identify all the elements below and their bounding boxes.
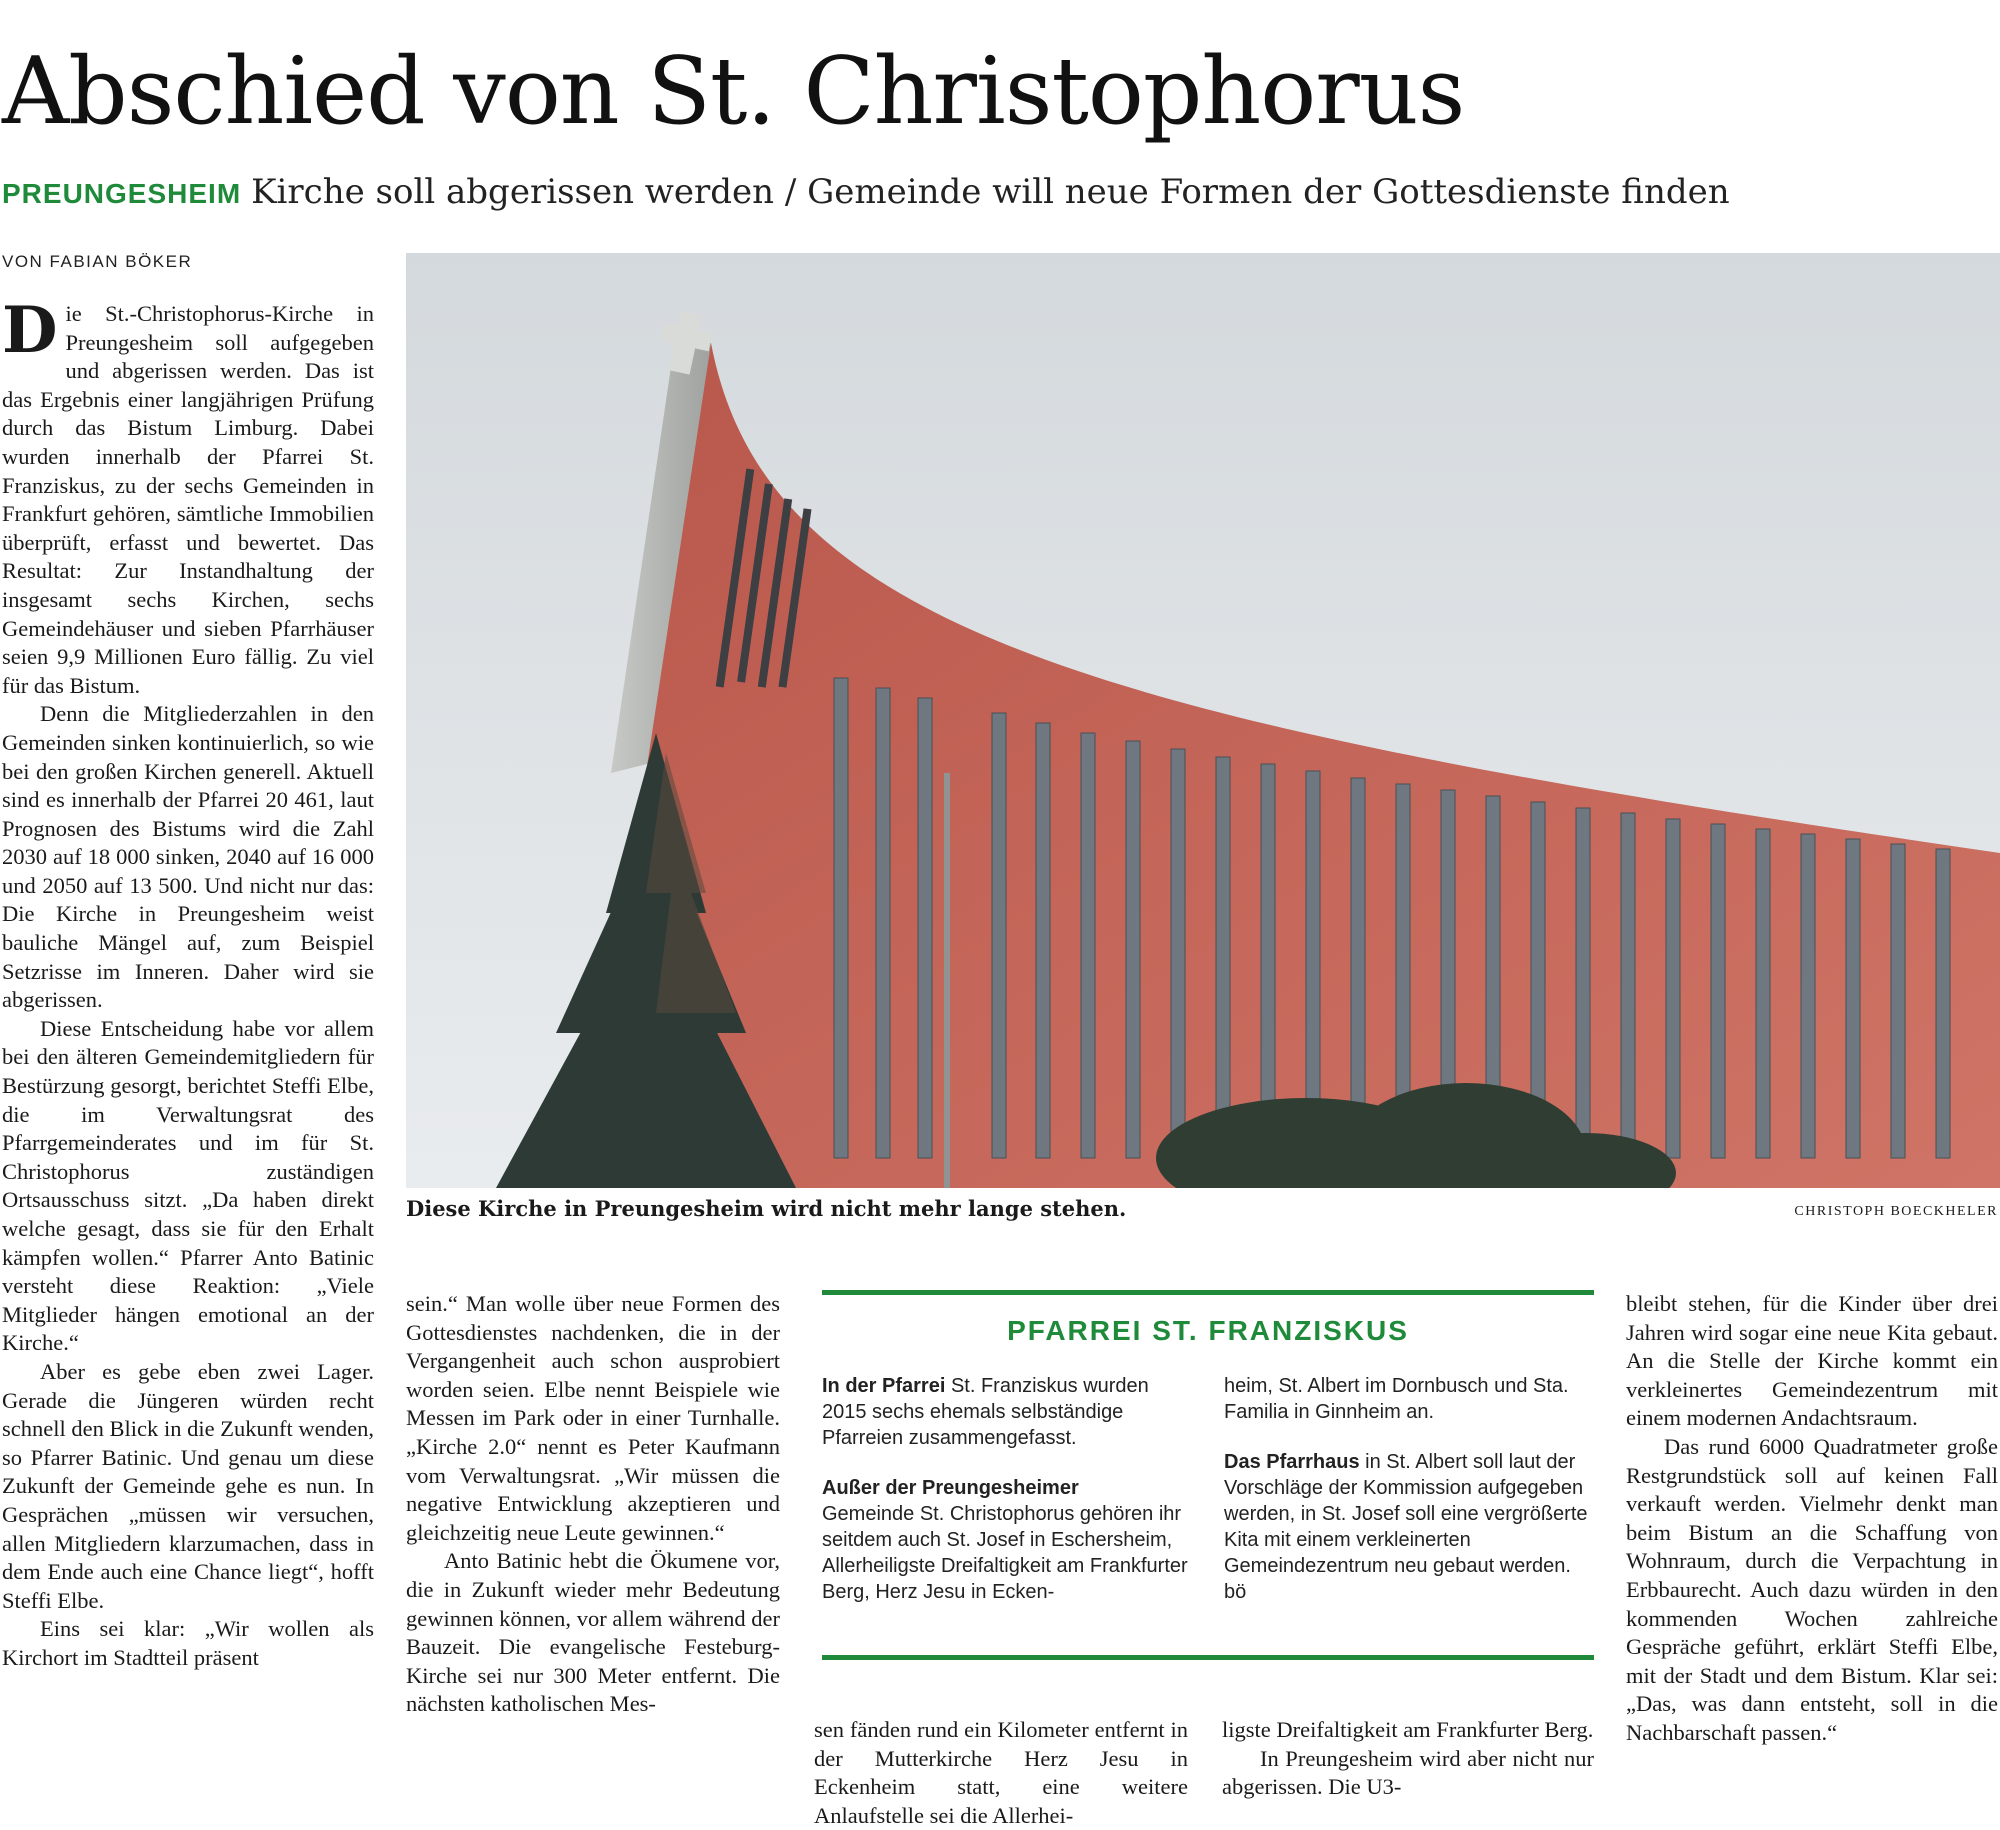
church-photo: [406, 253, 2000, 1188]
article-column-4: [1222, 1716, 1594, 1802]
info-paragraph: [822, 1373, 1196, 1451]
info-paragraph: [1224, 1449, 1598, 1605]
kicker-location: PREUNGESHEIM: [2, 178, 242, 209]
info-lead: Außer der Preungesheimer: [822, 1477, 1079, 1499]
paragraph: Diese Entscheidung habe vor allem bei den älteren Gemeindemitgliedern für Bestürzung gesorgt, berichtet Steffi Elbe, die im Verwaltungsrat des Pfarrgemeinderates und im für St. Christophorus zuständigen Ortsausschuss sitzt. „Da haben direkt welche gesagt, dass sie für den Erhalt kämpfen wollen.“ Pfarrer Anto Batinic versteht diese Reaktion: „Viele Mitglieder hängen emotional an der Kirche.“: [2, 1015, 374, 1356]
drop-cap: D: [2, 293, 58, 368]
info-lead: Das Pfarrhaus: [1224, 1451, 1360, 1473]
info-box-column-left: [822, 1373, 1196, 1629]
info-box: [822, 1290, 1594, 1660]
paragraph: Das rund 6000 Quadratmeter große Restgrundstück soll auf keinen Fall verkauft werden. Vielmehr denkt man beim Bistum an die Schaffung von Wohnraum, durch die Verpachtung in Erbbaurecht. Auch dazu würden in den kommenden Wochen zahlreiche Gespräche geführt, erklärt Steffi Elbe, mit der Stadt und dem Bistum. Klar sei: „Das, was dann entsteht, soll in die Nachbarschaft passen.“: [1626, 1433, 1998, 1745]
paragraph: Denn die Mitgliederzahlen in den Gemeinden sinken kontinuierlich, so wie bei den großen Kirchen generell. Aktuell sind es innerhalb der Pfarrei 20 461, laut Prognosen des Bistums wird die Zahl 2030 auf 18 000 sinken, 2040 auf 16 000 und 2050 auf 13 500. Und nicht nur das: Die Kirche in Preungesheim weist bauliche Mängel auf, zum Beispiel Setzrisse im Inneren. Daher wird sie abgerissen.: [2, 701, 374, 1013]
paragraph: Aber es gebe eben zwei Lager. Gerade die Jüngeren würden recht schnell den Blick in die Zukunft wenden, so Pfarrer Batinic. Und genau um diese Zukunft der Gemeinde gehe es nun. In Gesprächen „müssen wir versuchen, allen Mitgliedern klarzumachen, dass in dem Ende auch eine Chance liegt“, hofft Steffi Elbe.: [2, 1358, 374, 1613]
info-text: St. Franziskus wurden 2015 sechs ehemals selbständige Pfarreien zusammengefasst.: [822, 1375, 1149, 1449]
info-paragraph: [822, 1475, 1196, 1605]
article-column-5: [1626, 1290, 1998, 1748]
paragraph: Anto Batinic hebt die Ökumene vor, die in Zukunft wieder mehr Bedeutung gewinnen können, vor allem während der Bauzeit. Die evangelische Festeburg-Kirche sei nur 300 Meter entfernt. Die nächsten katholischen Mes-: [406, 1548, 780, 1717]
paragraph: [2, 293, 374, 700]
paragraph-text: ie St.-Christophorus-Kirche in Preungesheim soll aufgegeben und abgerissen werden. Das ist das Ergebnis einer langjährigen Prüfung durch das Bistum Limburg. Dabei wurden innerhalb der Pfarrei St. Franziskus, zu der sechs Gemeinden in Frankfurt gehören, sämtliche Immobilien überprüft, erfasst und bewertet. Das Resultat: Zur Instandhaltung der insgesamt sechs Kirchen, sechs Gemeindehäuser und sieben Pfarrhäuser seien 9,9 Millionen Euro fällig. Zu viel für das Bistum.: [2, 301, 374, 698]
photo-credit: CHRISTOPH BOECKHELER: [1794, 1204, 1998, 1219]
info-box-column-right: [1224, 1373, 1598, 1629]
info-text: in St. Albert soll laut der Vorschläge der Kommission aufgegeben werden, in St. Josef soll eine vergrößerte Kita mit einem verkleinerten Gemeindezentrum neu gebaut werden. bö: [1224, 1451, 1588, 1603]
subheadline: [2, 172, 1730, 212]
info-lead: In der Pfarrei: [822, 1375, 946, 1397]
paragraph: In Preungesheim wird aber nicht nur abgerissen. Die U3-: [1222, 1745, 1594, 1800]
subheadline-text: Kirche soll abgerissen werden / Gemeinde will neue Formen der Gottesdienste finden: [251, 172, 1730, 212]
paragraph: sen fänden rund ein Kilometer entfernt in der Mutterkirche Herz Jesu in Eckenheim statt, eine weitere Anlaufstelle sei die Allerhei-: [814, 1717, 1188, 1828]
paragraph: sein.“ Man wolle über neue Formen des Gottesdienstes nachdenken, die in der Vergangenheit auch schon ausprobiert worden seien. Elbe nennt Beispiele wie Messen im Park oder in einer Turnhalle. „Kirche 2.0“ nennt es Peter Kaufmann vom Verwaltungsrat. „Wir müssen die negative Entwicklung akzeptieren und gleichzeitig neue Leute gewinnen.“: [406, 1291, 780, 1545]
article-column-1: [2, 293, 374, 1673]
article-column-3: [814, 1716, 1188, 1830]
byline: VON FABIAN BÖKER: [2, 252, 193, 271]
info-paragraph: heim, St. Albert im Dornbusch und Sta. Familia in Ginnheim an.: [1224, 1375, 1569, 1423]
info-box-title: PFARREI ST. FRANZISKUS: [1007, 1315, 1409, 1346]
paragraph: ligste Dreifaltigkeit am Frankfurter Berg.: [1222, 1717, 1594, 1742]
headline: Abschied von St. Christophorus: [2, 37, 1465, 145]
paragraph: Eins sei klar: „Wir wollen als Kirchort im Stadtteil präsent: [2, 1616, 374, 1670]
info-text: Gemeinde St. Christophorus gehören ihr seitdem auch St. Josef in Eschersheim, Allerheiligste Dreifaltigkeit am Frankfurter Berg, Herz Jesu in Ecken-: [822, 1503, 1188, 1603]
paragraph: bleibt stehen, für die Kinder über drei Jahren wird sogar eine neue Kita gebaut. An die Stelle der Kirche kommt ein verkleinertes Gemeindezentrum mit einem modernen Andachtsraum.: [1626, 1291, 1998, 1431]
article-column-2: [406, 1290, 780, 1719]
photo-caption: Diese Kirche in Preungesheim wird nicht mehr lange stehen.: [406, 1196, 1127, 1221]
